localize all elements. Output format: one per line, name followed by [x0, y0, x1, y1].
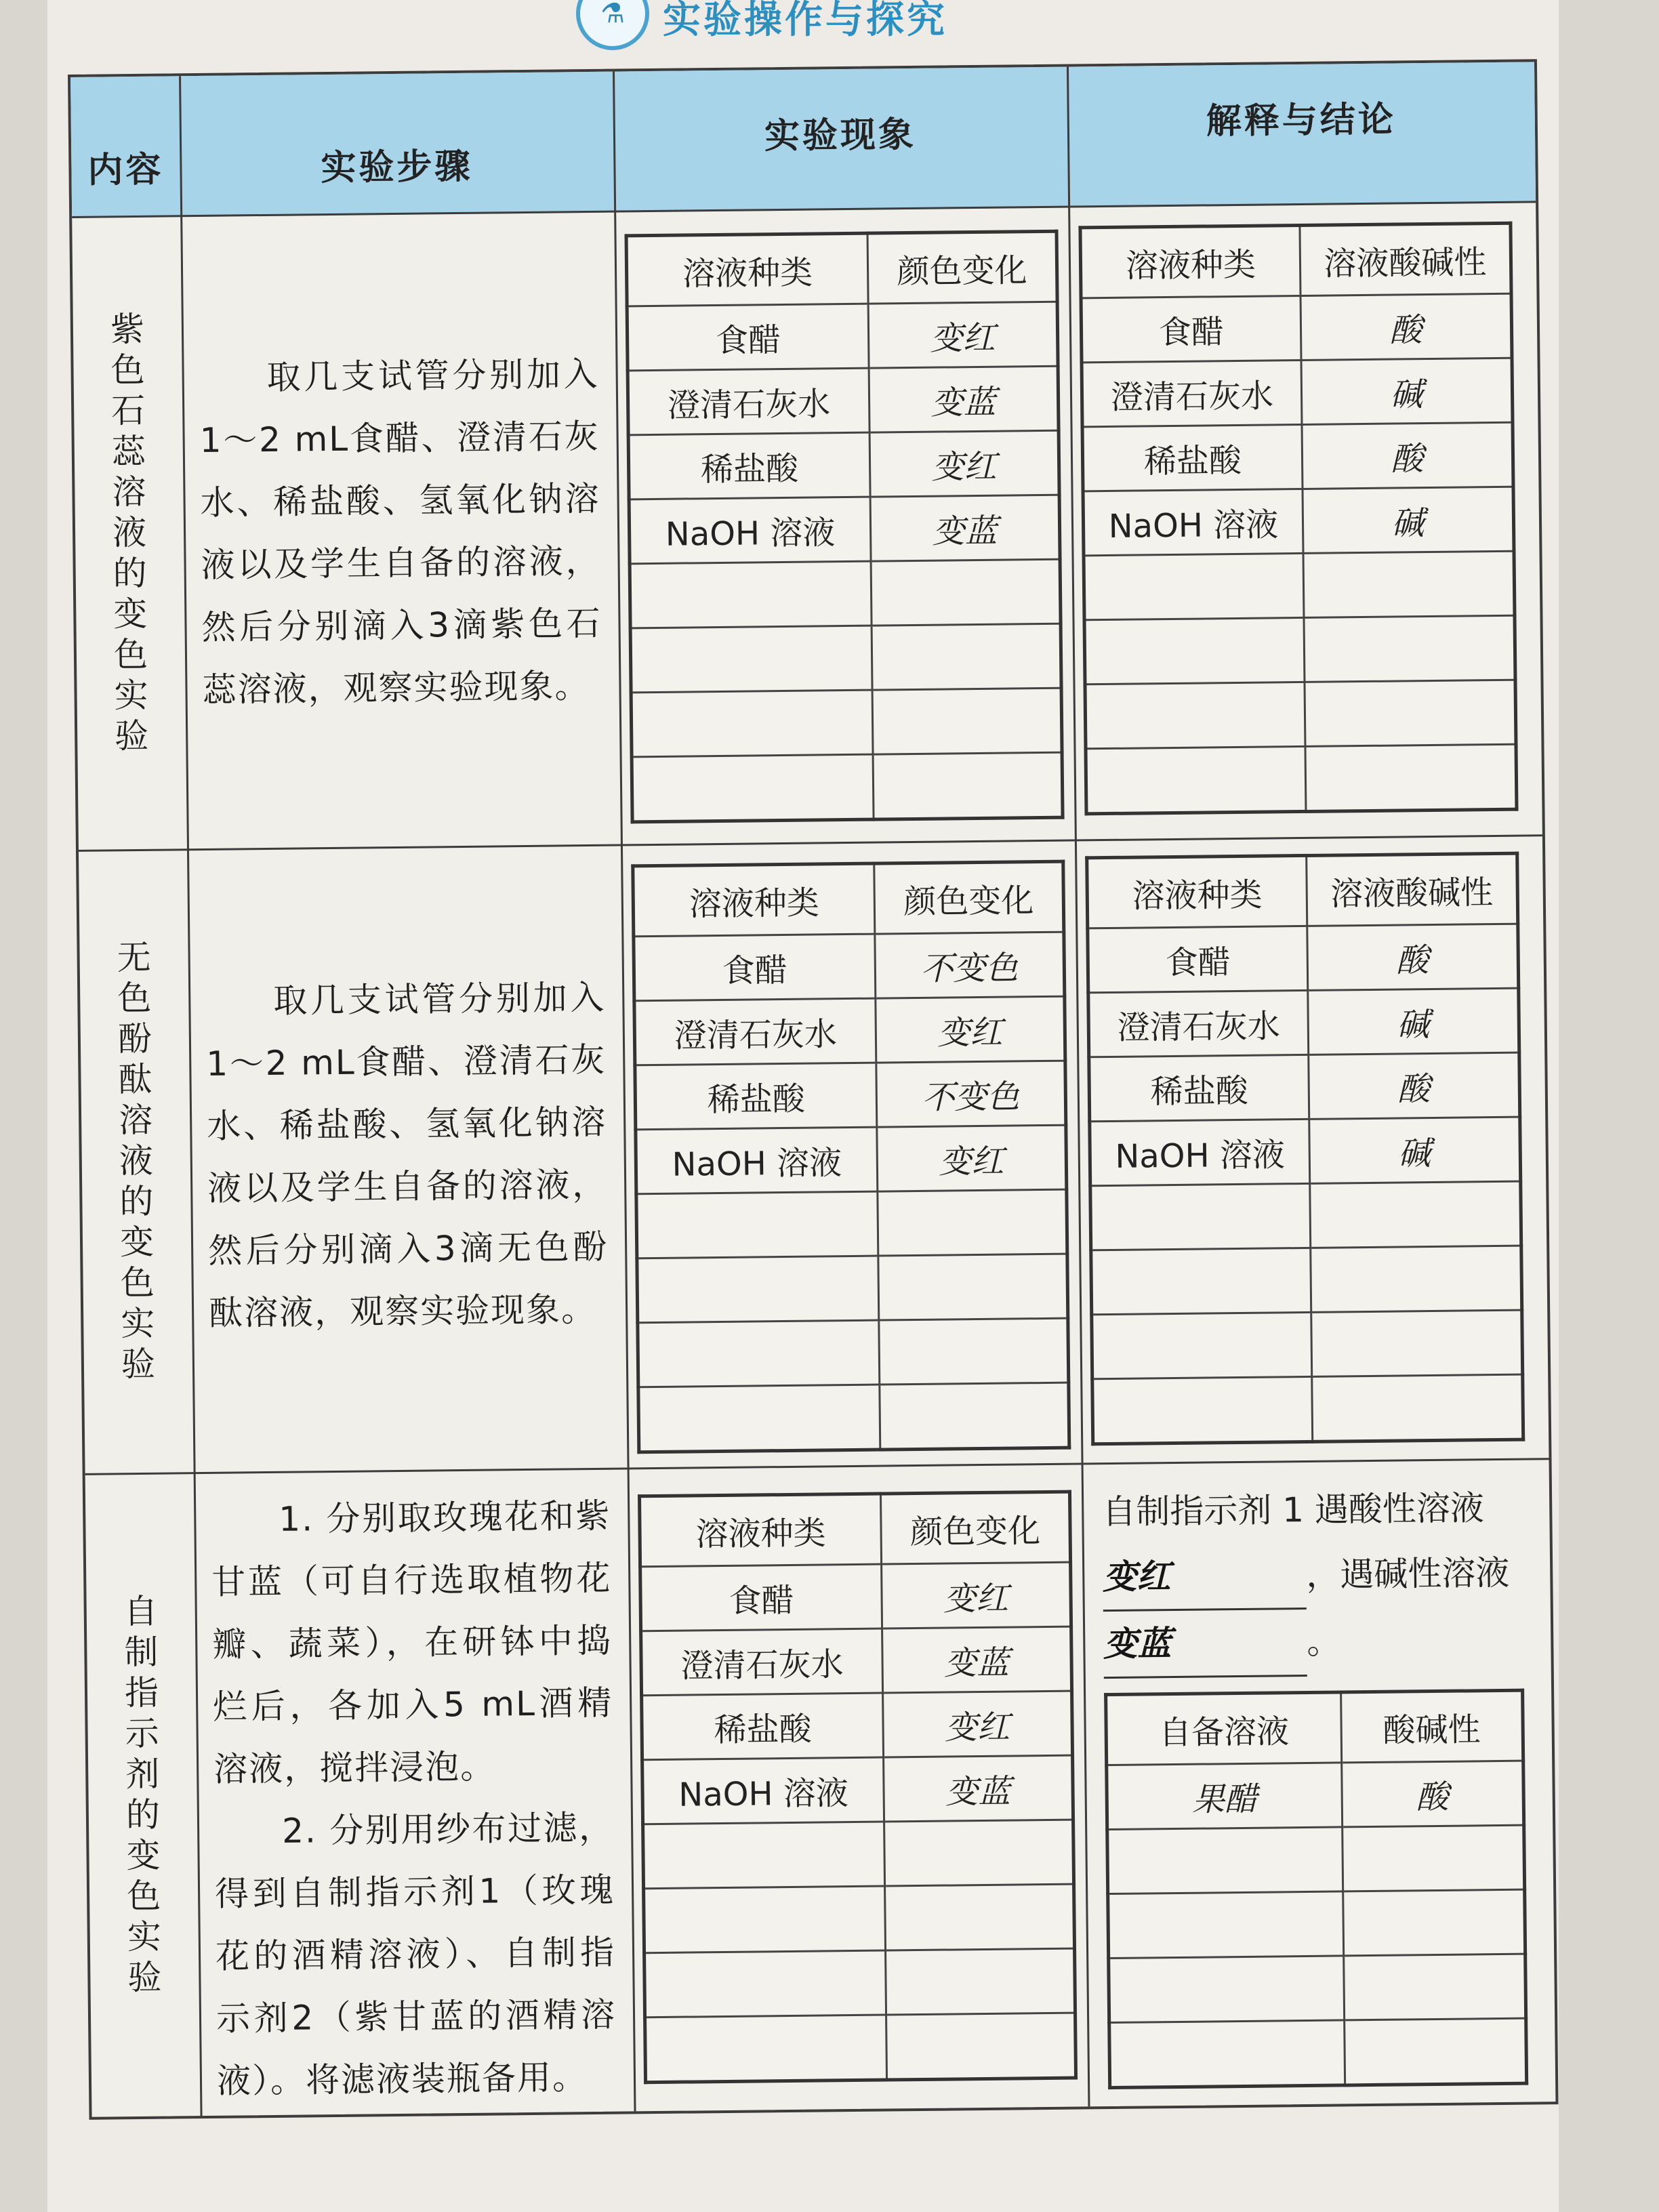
divider: [85, 1458, 1549, 1475]
table-row: [1083, 487, 1514, 556]
table-header-cell: 酸碱性: [1340, 1690, 1523, 1763]
table-row: [1107, 1761, 1524, 1829]
text-segment: 验: [121, 1344, 156, 1385]
text-segment: 。: [1307, 1622, 1341, 1662]
table-row: [1088, 924, 1519, 993]
text-segment: 制: [124, 1632, 159, 1673]
text-segment: 液: [119, 1141, 154, 1181]
header-steps: 实验步骤: [321, 146, 473, 189]
page-header: [576, 0, 947, 54]
table-cell: 变红: [876, 996, 1065, 1063]
table-cell: [885, 1884, 1075, 1950]
table-row: [642, 1691, 1073, 1760]
text-segment: 剂: [125, 1754, 160, 1795]
table-cell: [644, 1950, 886, 2018]
text-segment: 实: [127, 1917, 162, 1957]
table-row: [1086, 744, 1517, 814]
table-header-cell: 颜色变化: [880, 1492, 1070, 1564]
table-cell: [884, 1820, 1074, 1886]
text-segment: 的: [112, 553, 148, 593]
table-header-cell: 溶液种类: [633, 863, 875, 937]
table-cell: 碱: [1308, 988, 1519, 1054]
text-segment: 液: [112, 512, 147, 552]
table-row: [626, 231, 1057, 306]
table-cell: 稀盐酸: [628, 432, 870, 499]
table-row: [627, 302, 1058, 371]
table-cell: [1108, 1891, 1344, 1959]
row-label-litmus: [72, 215, 187, 850]
text-segment: 石: [110, 390, 146, 430]
table-row: [640, 1562, 1071, 1631]
table-cell: 变红: [877, 1125, 1067, 1191]
table-row: [1107, 1825, 1525, 1893]
table-row: [634, 996, 1065, 1065]
text-segment: 实: [121, 1303, 155, 1344]
table-header-cell: 自备溶液: [1106, 1692, 1342, 1765]
table-cell: 澄清石灰水: [628, 368, 869, 435]
table-cell: 稀盐酸: [635, 1063, 877, 1130]
table-cell: [645, 2015, 887, 2083]
table-cell: [631, 690, 873, 757]
page-title: 实验操作与探究: [663, 0, 947, 42]
steps-litmus: [199, 343, 602, 721]
table-cell: 澄清石灰水: [1088, 990, 1309, 1057]
text-segment: 验: [114, 716, 149, 756]
text-segment: 溶: [118, 1100, 153, 1141]
text-segment: 自制指示剂 1 遇酸性溶液: [1101, 1488, 1485, 1532]
table-cell: 食醋: [1081, 295, 1301, 362]
text-segment: 指: [124, 1673, 159, 1713]
table-cell: 澄清石灰水: [1082, 360, 1302, 426]
table-cell: 稀盐酸: [642, 1693, 884, 1760]
table-row: [1082, 422, 1513, 491]
table-row: [1088, 988, 1519, 1057]
text-segment: ，遇碱性溶液: [1305, 1553, 1510, 1595]
observation-table-phenolphthalein: [631, 860, 1071, 1454]
table-row: [633, 861, 1064, 937]
table-cell: [632, 754, 874, 822]
table-cell: [1311, 1374, 1523, 1441]
table-cell: 酸: [1308, 1052, 1519, 1119]
table-cell: [872, 623, 1061, 690]
table-cell: [879, 1318, 1069, 1385]
table-row: [645, 2013, 1076, 2083]
table-cell: [1107, 1827, 1343, 1894]
table-cell: 果醋: [1107, 1763, 1343, 1830]
row-label-self-made: [85, 1472, 201, 2117]
table-cell: 澄清石灰水: [634, 998, 876, 1065]
table-cell: NaOH 溶液: [642, 1757, 884, 1824]
header-content: 内容: [87, 149, 164, 191]
table-cell: [1109, 1956, 1345, 2023]
table-cell: [644, 1886, 886, 1953]
table-header-cell: 溶液酸碱性: [1306, 853, 1517, 926]
table-cell: [1092, 1376, 1313, 1443]
row-label-phenolphthalein: [79, 848, 194, 1473]
table-row: [640, 1492, 1071, 1567]
table-cell: NaOH 溶液: [1083, 489, 1303, 555]
table-row: [1089, 1052, 1520, 1122]
table-row: [1108, 1889, 1525, 1958]
table-row: [630, 559, 1061, 628]
table-cell: 澄清石灰水: [641, 1629, 883, 1696]
table-cell: 不变色: [875, 932, 1065, 998]
table-row: [1106, 1690, 1523, 1765]
table-cell: [1342, 1825, 1524, 1891]
table-row: [642, 1755, 1073, 1824]
table-cell: [638, 1320, 880, 1387]
table-cell: 不变色: [876, 1061, 1066, 1127]
table-cell: [878, 1254, 1068, 1320]
table-cell: [1309, 1181, 1521, 1248]
table-cell: 食醋: [1088, 926, 1308, 992]
table-cell: [1086, 746, 1306, 813]
table-cell: [1304, 615, 1515, 682]
table-header-cell: 溶液种类: [640, 1494, 882, 1567]
table-row: [632, 752, 1063, 822]
table-row: [644, 1884, 1075, 1953]
text-segment: 验: [127, 1957, 162, 1998]
table-row: [637, 1254, 1068, 1323]
text-segment: 自: [123, 1591, 159, 1632]
table-cell: 食醋: [634, 934, 876, 1001]
table-cell: [1305, 744, 1517, 811]
table-cell: NaOH 溶液: [629, 497, 871, 564]
text-segment: 1. 分别取玫瑰花和紫甘蓝（可自行选取植物花瓣、蔬菜），在研钵中捣烂后，各加入5 mL酒精溶液，搅拌浸泡。: [211, 1496, 613, 1789]
table-row: [628, 366, 1059, 435]
table-row: [634, 932, 1065, 1001]
text-segment: 取几支试管分别加入1～2 mL食醋、澄清石灰水、稀盐酸、氢氧化钠溶液以及学生自备的溶液，然后分别滴入3滴紫色石蕊溶液，观察实验现象。: [199, 354, 602, 710]
text-segment: 色: [120, 1263, 155, 1303]
table-row: [628, 430, 1059, 499]
table-row: [1090, 1181, 1521, 1250]
table-header-cell: 溶液种类: [1080, 225, 1300, 298]
table-cell: 变蓝: [870, 495, 1060, 561]
table-cell: 食醋: [627, 304, 869, 371]
table-cell: 酸: [1302, 422, 1513, 489]
table-row: [638, 1382, 1069, 1452]
table-cell: [1090, 1183, 1311, 1250]
table-header-cell: 溶液种类: [1087, 855, 1307, 928]
text-segment: 2. 分别用纱布过滤，得到自制指示剂1（玫瑰花的酒精溶液）、自制指示剂2（紫甘蓝的酒精溶液）。将滤液装瓶备用。: [214, 1807, 617, 2101]
table-cell: [873, 752, 1063, 819]
table-row: [630, 623, 1061, 693]
table-row: [1109, 2018, 1527, 2087]
flask-icon: ⚗: [576, 0, 649, 50]
table-row: [631, 688, 1062, 757]
table-header-cell: 溶液酸碱性: [1300, 223, 1511, 295]
observation-table-self-made: [638, 1490, 1078, 2085]
text-segment: 示: [125, 1713, 159, 1754]
text-segment: 色: [113, 634, 148, 674]
text-segment: 酚: [117, 1019, 152, 1059]
table-header-cell: 颜色变化: [874, 861, 1064, 934]
table-cell: 稀盐酸: [1089, 1054, 1309, 1121]
indicator-conclusion-text: [1102, 1475, 1538, 1679]
table-cell: 碱: [1303, 487, 1514, 553]
table-row: [1084, 615, 1515, 684]
conclusion-table-phenolphthalein: [1085, 852, 1525, 1446]
table-row: [1109, 1954, 1526, 2022]
table-cell: 稀盐酸: [1082, 424, 1303, 491]
table-cell: [880, 1382, 1069, 1450]
table-cell: [1303, 551, 1515, 617]
table-header-cell: 溶液种类: [626, 233, 868, 306]
table-cell: [1311, 1310, 1522, 1376]
table-cell: [872, 688, 1062, 754]
header-conclusion: 解释与结论: [1206, 99, 1397, 142]
table-cell: [630, 626, 872, 693]
own-solution-table: [1104, 1689, 1528, 2089]
table-row: [1092, 1374, 1523, 1444]
table-row: [638, 1318, 1069, 1387]
table-cell: [1084, 617, 1305, 684]
divider: [79, 834, 1542, 852]
table-cell: 变红: [883, 1691, 1073, 1757]
table-cell: [1109, 2020, 1345, 2088]
text-segment: 的: [119, 1181, 154, 1222]
answer-blank-acid[interactable]: 变红: [1103, 1542, 1307, 1612]
steps-self-made: [211, 1485, 617, 2112]
table-row: [641, 1626, 1072, 1696]
table-row: [636, 1189, 1067, 1258]
table-cell: 食醋: [640, 1564, 882, 1631]
table-cell: [1085, 682, 1305, 748]
conclusion-table-litmus: [1078, 222, 1518, 816]
text-segment: 无: [117, 937, 151, 978]
text-segment: 蕊: [111, 431, 146, 471]
observation-table-litmus: [625, 230, 1065, 824]
table-cell: [886, 1948, 1076, 2015]
table-row: [636, 1125, 1067, 1194]
text-segment: 色: [110, 350, 145, 390]
text-segment: 酞: [118, 1059, 152, 1100]
text-segment: 变: [119, 1222, 155, 1263]
table-row: [1084, 551, 1515, 620]
table-cell: 变蓝: [869, 366, 1059, 432]
steps-phenolphthalein: [205, 966, 609, 1345]
table-cell: 碱: [1309, 1117, 1520, 1183]
table-cell: 酸: [1300, 293, 1512, 360]
text-segment: 色: [126, 1876, 161, 1917]
table-cell: [1310, 1246, 1521, 1312]
table-cell: [871, 559, 1061, 626]
text-segment: 变: [126, 1835, 161, 1876]
header-phenomena: 实验现象: [764, 114, 917, 157]
table-row: [644, 1948, 1076, 2018]
table-cell: [636, 1191, 878, 1258]
table-cell: [1343, 1889, 1525, 1956]
table-cell: NaOH 溶液: [636, 1127, 878, 1194]
table-cell: [886, 2013, 1076, 2080]
table-cell: [630, 561, 872, 628]
table-cell: 变蓝: [882, 1626, 1072, 1693]
table-cell: 酸: [1307, 924, 1519, 990]
table-cell: [1343, 1954, 1525, 2020]
table-cell: 变蓝: [884, 1755, 1073, 1822]
table-cell: [637, 1256, 879, 1323]
text-segment: 色: [117, 978, 152, 1019]
table-cell: [878, 1189, 1067, 1256]
table-row: [1091, 1246, 1522, 1315]
table-cell: 酸: [1341, 1761, 1523, 1827]
table-cell: [1091, 1248, 1311, 1314]
table-cell: 碱: [1301, 358, 1513, 424]
table-row: [643, 1820, 1074, 1889]
table-cell: [1305, 680, 1516, 746]
table-row: [1082, 358, 1513, 427]
table-cell: 变红: [868, 302, 1058, 368]
table-cell: [643, 1822, 885, 1889]
answer-blank-base[interactable]: 变蓝: [1103, 1610, 1307, 1679]
table-cell: [1084, 553, 1304, 619]
table-cell: [1092, 1312, 1312, 1378]
table-cell: 变红: [869, 430, 1059, 497]
text-segment: 取几支试管分别加入1～2 mL食醋、澄清石灰水、稀盐酸、氢氧化钠溶液以及学生自备的溶液，然后分别滴入3滴无色酚酞溶液，观察实验现象。: [205, 977, 609, 1333]
text-segment: 溶: [112, 472, 146, 512]
table-row: [1080, 223, 1511, 298]
table-row: [1092, 1310, 1523, 1379]
table-row: [1081, 293, 1512, 363]
text-segment: 的: [125, 1795, 161, 1835]
table-header-cell: 颜色变化: [867, 231, 1057, 304]
table-row: [635, 1061, 1066, 1130]
experiment-table: [68, 59, 1558, 2120]
text-segment: 实: [114, 675, 148, 715]
table-cell: [1344, 2018, 1526, 2085]
text-segment: 紫: [110, 309, 145, 349]
table-cell: [638, 1385, 880, 1452]
table-cell: NaOH 溶液: [1090, 1119, 1310, 1185]
text-segment: 变: [113, 594, 148, 634]
table-row: [629, 495, 1060, 564]
table-cell: 变红: [882, 1562, 1071, 1629]
table-row: [1085, 680, 1516, 749]
table-row: [1087, 853, 1518, 928]
table-row: [1090, 1117, 1521, 1186]
